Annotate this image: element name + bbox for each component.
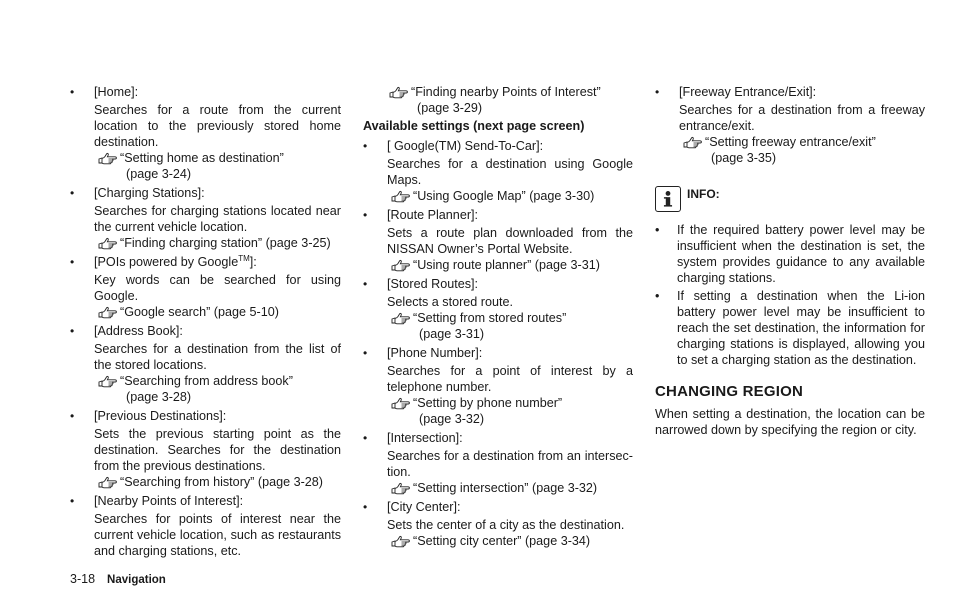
list-item-freeway <box>655 84 925 166</box>
pointing-hand-icon <box>391 189 411 203</box>
bullet: • <box>363 139 368 153</box>
list-item-nearby-poi <box>70 493 341 559</box>
item-label: [Freeway Entrance/Exit]: <box>679 85 817 99</box>
pointing-hand-icon <box>98 374 118 388</box>
bullet: • <box>70 409 75 423</box>
item-label: [Previous Destinations]: <box>94 409 227 423</box>
list-item-phone-number <box>363 345 633 427</box>
item-label: [Nearby Points of Interest]: <box>94 494 244 508</box>
list-item-google-send-to-car <box>363 138 633 204</box>
bullet: • <box>655 85 660 99</box>
column-left <box>70 84 341 562</box>
page-reference: “Setting home as destination” (page 3-24) <box>94 150 341 182</box>
info-text: If setting a destination when the Li-ion battery power level may be insufficient to reach the set destination, the information for charging stations is displayed, allowing you to set a charging station as the destination. <box>677 289 925 367</box>
item-description: Searches for a route from the current location to the previously stored home destination. <box>94 103 341 149</box>
page-reference: “Setting freeway entrance/exit” (page 3-35) <box>679 134 925 166</box>
info-item <box>655 288 925 368</box>
page-reference: “Setting city center” (page 3-34) <box>387 533 633 549</box>
item-label: [Charging Stations]: <box>94 186 205 200</box>
item-description: Sets the previous starting point as the destination. Searches for the destination from the previous destinations. <box>94 427 341 473</box>
item-description: Searches for a destination from a freeway entrance/exit. <box>679 103 925 133</box>
item-description: Searches for a destination from the list of the stored locations. <box>94 342 341 372</box>
pointing-hand-icon <box>389 85 409 99</box>
item-description: Searches for a point of interest by a telephone number. <box>387 364 633 394</box>
item-description: Sets the center of a city as the destination. <box>387 518 625 532</box>
list-item-charging-stations <box>70 185 341 251</box>
pointing-hand-icon <box>98 236 118 250</box>
pointing-hand-icon <box>98 475 118 489</box>
item-description: Key words can be searched for using Google. <box>94 273 341 303</box>
item-description: Selects a stored route. <box>387 295 514 309</box>
info-label: INFO: <box>687 187 720 201</box>
bullet: • <box>363 277 368 291</box>
list-item-previous-destinations <box>70 408 341 490</box>
list-item-home <box>70 84 341 182</box>
list-item-city-center <box>363 499 633 549</box>
section-title: CHANGING REGION <box>655 383 804 400</box>
page-footer <box>70 571 166 588</box>
list-item-pois-google <box>70 254 341 320</box>
bullet: • <box>363 431 368 445</box>
item-description: Sets a route plan downloaded from the NISSAN Owner’s Portal Website. <box>387 226 633 256</box>
info-header <box>655 186 925 214</box>
pointing-hand-icon <box>98 151 118 165</box>
list-item-intersection <box>363 430 633 496</box>
page-reference: “Finding charging station” (page 3-25) <box>94 235 341 251</box>
bullet: • <box>363 500 368 514</box>
bullet: • <box>655 223 660 237</box>
trademark-superscript: TM <box>238 253 250 263</box>
bullet: • <box>70 85 75 99</box>
page-reference: “Searching from address book” (page 3-28) <box>94 373 341 405</box>
bullet: • <box>70 255 75 269</box>
item-label: [ Google(TM) Send-To-Car]: <box>387 139 544 153</box>
pointing-hand-icon <box>391 258 411 272</box>
pointing-hand-icon <box>98 305 118 319</box>
bullet: • <box>70 324 75 338</box>
bullet: • <box>363 346 368 360</box>
page-reference: “Setting from stored routes” (page 3-31) <box>387 310 633 342</box>
bullet: • <box>363 208 368 222</box>
item-label: [POIs powered by Google™]: <box>94 253 257 269</box>
item-label: [Address Book]: <box>94 324 183 338</box>
item-description: Searches for points of interest near the current vehicle location, such as restaurants and charging stations, etc. <box>94 512 341 558</box>
page-reference: “Setting by phone number” (page 3-32) <box>387 395 633 427</box>
page-reference: “Searching from history” (page 3-28) <box>94 474 341 490</box>
page-reference: “Finding nearby Points of Interest” (page 3-29) <box>363 84 633 116</box>
item-label: [Route Planner]: <box>387 208 479 222</box>
section-name: Navigation <box>107 574 166 586</box>
info-icon <box>655 186 681 212</box>
page-reference: “Using Google Map” (page 3-30) <box>387 188 633 204</box>
info-text: If the required battery power level may be insufficient when the destination is set, the system provides guidance to any available charging stations. <box>677 223 925 285</box>
item-label: [Home]: <box>94 85 139 99</box>
pointing-hand-icon <box>391 534 411 548</box>
sub-heading: Available settings (next page screen) <box>363 119 585 133</box>
pointing-hand-icon <box>391 311 411 325</box>
column-right <box>655 84 925 438</box>
page-number: 3-18 <box>70 572 96 586</box>
item-description: Searches for charging stations located near the current vehicle location. <box>94 204 341 234</box>
item-description: Searches for a destination from an intersec-tion. <box>387 449 633 479</box>
bullet: • <box>70 494 75 508</box>
bullet: • <box>655 289 660 303</box>
page-reference: “Setting intersection” (page 3-32) <box>387 480 633 496</box>
list-item-address-book <box>70 323 341 405</box>
list-item-route-planner <box>363 207 633 273</box>
pointing-hand-icon <box>683 135 703 149</box>
pointing-hand-icon <box>391 481 411 495</box>
page-reference: “Google search” (page 5-10) <box>94 304 341 320</box>
item-description: Searches for a destination using Google Maps. <box>387 157 633 187</box>
item-label: [City Center]: <box>387 500 461 514</box>
item-label: [Intersection]: <box>387 431 463 445</box>
item-label: [Stored Routes]: <box>387 277 479 291</box>
column-middle <box>363 84 633 552</box>
list-item-stored-routes <box>363 276 633 342</box>
pointing-hand-icon <box>391 396 411 410</box>
bullet: • <box>70 186 75 200</box>
page-reference: “Using route planner” (page 3-31) <box>387 257 633 273</box>
section-body: When setting a destination, the location can be narrowed down by specifying the region or city. <box>655 407 925 437</box>
info-item <box>655 222 925 286</box>
item-label: [Phone Number]: <box>387 346 483 360</box>
